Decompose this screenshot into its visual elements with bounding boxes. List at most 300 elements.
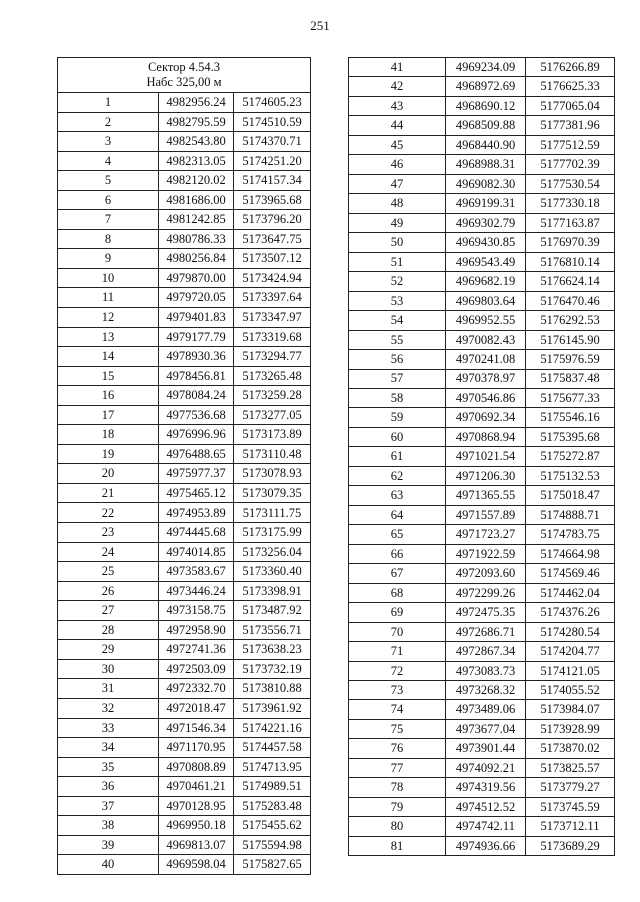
table-row: [349, 96, 615, 115]
table-row: [349, 486, 615, 505]
coordinate-y: 5173175.99: [234, 523, 311, 543]
table-row: [58, 640, 311, 660]
table-row: [349, 739, 615, 758]
table-row: [58, 308, 311, 328]
point-number: 76: [349, 739, 446, 758]
table-row: [349, 466, 615, 485]
table-row: [349, 291, 615, 310]
point-number: 77: [349, 758, 446, 777]
coordinate-x: 4969598.04: [159, 855, 234, 875]
coordinate-x: 4971922.59: [446, 544, 526, 563]
coordinate-x: 4969234.09: [446, 58, 526, 77]
point-number: 41: [349, 58, 446, 77]
point-number: 7: [58, 210, 159, 230]
coordinate-x: 4973083.73: [446, 661, 526, 680]
coordinate-y: 5175594.98: [234, 835, 311, 855]
coordinate-x: 4969682.19: [446, 272, 526, 291]
table-row: [58, 796, 311, 816]
table-row: [58, 268, 311, 288]
table-row: [349, 350, 615, 369]
coordinate-y: 5174569.46: [526, 564, 615, 583]
point-number: 17: [58, 405, 159, 425]
coordinate-x: 4972332.70: [159, 679, 234, 699]
coordinate-y: 5174370.71: [234, 132, 311, 152]
table-row: [349, 252, 615, 271]
coordinate-y: 5175272.87: [526, 447, 615, 466]
table-row: [349, 135, 615, 154]
coordinate-x: 4969952.55: [446, 311, 526, 330]
coordinate-x: 4971546.34: [159, 718, 234, 738]
coordinate-y: 5173424.94: [234, 268, 311, 288]
coordinate-x: 4980786.33: [159, 229, 234, 249]
coordinate-x: 4973677.04: [446, 719, 526, 738]
table-row: [349, 544, 615, 563]
coordinate-x: 4977536.68: [159, 405, 234, 425]
coordinate-y: 5173277.05: [234, 405, 311, 425]
coordinate-x: 4971365.55: [446, 486, 526, 505]
coordinate-x: 4975977.37: [159, 464, 234, 484]
coordinate-x: 4971021.54: [446, 447, 526, 466]
table-row: [58, 601, 311, 621]
table-row: [349, 272, 615, 291]
coordinate-x: 4973446.24: [159, 581, 234, 601]
table-row: [349, 408, 615, 427]
table-row: [58, 757, 311, 777]
point-number: 26: [58, 581, 159, 601]
point-number: 66: [349, 544, 446, 563]
table-row: [58, 229, 311, 249]
table-row: [58, 523, 311, 543]
table-row: [349, 213, 615, 232]
coordinate-x: 4970241.08: [446, 350, 526, 369]
coordinate-y: 5173173.89: [234, 425, 311, 445]
point-number: 78: [349, 778, 446, 797]
coordinate-x: 4972093.60: [446, 564, 526, 583]
point-number: 2: [58, 112, 159, 132]
table-row: [58, 581, 311, 601]
point-number: 61: [349, 447, 446, 466]
sector-header: [58, 58, 311, 93]
point-number: 9: [58, 249, 159, 269]
coordinate-y: 5174783.75: [526, 525, 615, 544]
coordinate-x: 4975465.12: [159, 483, 234, 503]
coordinate-x: 4981242.85: [159, 210, 234, 230]
coordinate-y: 5173360.40: [234, 562, 311, 582]
coordinate-x: 4974512.52: [446, 797, 526, 816]
coordinate-x: 4969813.07: [159, 835, 234, 855]
table-row: [349, 661, 615, 680]
table-row: [58, 327, 311, 347]
coordinate-y: 5176470.46: [526, 291, 615, 310]
coordinate-x: 4972018.47: [159, 698, 234, 718]
coordinate-x: 4976996.96: [159, 425, 234, 445]
point-number: 74: [349, 700, 446, 719]
table-row: [58, 855, 311, 875]
table-row: [58, 464, 311, 484]
point-number: 18: [58, 425, 159, 445]
coordinate-x: 4972867.34: [446, 642, 526, 661]
table-row: [58, 679, 311, 699]
coordinate-x: 4979177.79: [159, 327, 234, 347]
coordinate-x: 4982795.59: [159, 112, 234, 132]
point-number: 75: [349, 719, 446, 738]
coordinate-y: 5174204.77: [526, 642, 615, 661]
table-row: [349, 116, 615, 135]
coordinate-x: 4979401.83: [159, 308, 234, 328]
coordinate-x: 4978456.81: [159, 366, 234, 386]
coordinate-y: 5177065.04: [526, 96, 615, 115]
coordinate-x: 4982120.02: [159, 171, 234, 191]
coordinate-x: 4973268.32: [446, 681, 526, 700]
table-row: [349, 700, 615, 719]
table-row: [349, 817, 615, 836]
coordinate-x: 4978084.24: [159, 386, 234, 406]
table-row: [349, 642, 615, 661]
point-number: 5: [58, 171, 159, 191]
coordinate-y: 5175827.65: [234, 855, 311, 875]
table-row: [349, 583, 615, 602]
point-number: 54: [349, 311, 446, 330]
table-row: [58, 503, 311, 523]
point-number: 6: [58, 190, 159, 210]
table-row: [349, 719, 615, 738]
coordinate-y: 5175018.47: [526, 486, 615, 505]
coordinate-y: 5174280.54: [526, 622, 615, 641]
point-number: 35: [58, 757, 159, 777]
point-number: 34: [58, 738, 159, 758]
table-row: [349, 233, 615, 252]
point-number: 59: [349, 408, 446, 427]
coordinate-y: 5173961.92: [234, 698, 311, 718]
point-number: 28: [58, 620, 159, 640]
point-number: 79: [349, 797, 446, 816]
table-row: [58, 93, 311, 113]
coordinate-y: 5177702.39: [526, 155, 615, 174]
coordinate-x: 4972475.35: [446, 603, 526, 622]
point-number: 30: [58, 659, 159, 679]
coordinate-x: 4973489.06: [446, 700, 526, 719]
coordinate-y: 5173810.88: [234, 679, 311, 699]
coordinate-y: 5176810.14: [526, 252, 615, 271]
table-row: [349, 330, 615, 349]
coordinate-y: 5174121.05: [526, 661, 615, 680]
coordinate-y: 5173347.97: [234, 308, 311, 328]
coordinate-y: 5175976.59: [526, 350, 615, 369]
coordinate-y: 5173487.92: [234, 601, 311, 621]
coordinate-x: 4968988.31: [446, 155, 526, 174]
coordinate-y: 5174510.59: [234, 112, 311, 132]
table-row: [58, 542, 311, 562]
point-number: 80: [349, 817, 446, 836]
table-row: [349, 388, 615, 407]
coordinate-x: 4970461.21: [159, 777, 234, 797]
point-number: 1: [58, 93, 159, 113]
point-number: 72: [349, 661, 446, 680]
coordinate-x: 4972503.09: [159, 659, 234, 679]
coordinate-y: 5174376.26: [526, 603, 615, 622]
coordinate-y: 5177330.18: [526, 194, 615, 213]
coordinate-x: 4969803.64: [446, 291, 526, 310]
coordinate-x: 4972686.71: [446, 622, 526, 641]
coordinate-x: 4982956.24: [159, 93, 234, 113]
coordinate-y: 5174664.98: [526, 544, 615, 563]
coordinate-x: 4976488.65: [159, 444, 234, 464]
coordinate-y: 5174221.16: [234, 718, 311, 738]
coordinate-x: 4969543.49: [446, 252, 526, 271]
point-number: 29: [58, 640, 159, 660]
point-number: 45: [349, 135, 446, 154]
table-row: [58, 190, 311, 210]
point-number: 62: [349, 466, 446, 485]
coordinate-y: 5177530.54: [526, 174, 615, 193]
coordinate-y: 5175546.16: [526, 408, 615, 427]
point-number: 71: [349, 642, 446, 661]
coordinate-x: 4970808.89: [159, 757, 234, 777]
coordinate-y: 5174157.34: [234, 171, 311, 191]
table-row: [58, 835, 311, 855]
point-number: 20: [58, 464, 159, 484]
coordinate-y: 5173265.48: [234, 366, 311, 386]
coordinate-x: 4968509.88: [446, 116, 526, 135]
point-number: 44: [349, 116, 446, 135]
point-number: 60: [349, 427, 446, 446]
coordinate-x: 4974742.11: [446, 817, 526, 836]
coordinate-x: 4974953.89: [159, 503, 234, 523]
table-row: [349, 758, 615, 777]
point-number: 69: [349, 603, 446, 622]
coordinate-x: 4974319.56: [446, 778, 526, 797]
point-number: 38: [58, 816, 159, 836]
coordinate-y: 5174251.20: [234, 151, 311, 171]
point-number: 14: [58, 347, 159, 367]
coordinate-y: 5173507.12: [234, 249, 311, 269]
coordinate-y: 5173294.77: [234, 347, 311, 367]
table-row: [349, 564, 615, 583]
coordinate-y: 5173259.28: [234, 386, 311, 406]
coordinate-y: 5174989.51: [234, 777, 311, 797]
coordinate-y: 5174462.04: [526, 583, 615, 602]
coordinate-x: 4973158.75: [159, 601, 234, 621]
point-number: 64: [349, 505, 446, 524]
point-number: 16: [58, 386, 159, 406]
coordinate-y: 5173111.75: [234, 503, 311, 523]
coordinate-x: 4968972.69: [446, 77, 526, 96]
coordinate-y: 5173638.23: [234, 640, 311, 660]
coordinate-x: 4982313.05: [159, 151, 234, 171]
point-number: 25: [58, 562, 159, 582]
table-row: [58, 366, 311, 386]
point-number: 11: [58, 288, 159, 308]
coordinate-x: 4972741.36: [159, 640, 234, 660]
coordinate-x: 4970546.86: [446, 388, 526, 407]
sector-header-row: [58, 58, 311, 93]
table-row: [349, 622, 615, 641]
table-row: [58, 132, 311, 152]
point-number: 55: [349, 330, 446, 349]
table-row: [349, 369, 615, 388]
table-row: [349, 155, 615, 174]
coordinates-table-left: [57, 57, 311, 875]
point-number: 40: [58, 855, 159, 875]
coordinate-y: 5175455.62: [234, 816, 311, 836]
coordinate-y: 5173078.93: [234, 464, 311, 484]
point-number: 22: [58, 503, 159, 523]
table-row: [58, 816, 311, 836]
coordinate-x: 4969302.79: [446, 213, 526, 232]
point-number: 10: [58, 268, 159, 288]
coordinate-y: 5176624.14: [526, 272, 615, 291]
point-number: 42: [349, 77, 446, 96]
table-row: [58, 718, 311, 738]
coordinate-x: 4970692.34: [446, 408, 526, 427]
point-number: 56: [349, 350, 446, 369]
coordinate-x: 4974014.85: [159, 542, 234, 562]
coordinate-x: 4968690.12: [446, 96, 526, 115]
point-number: 37: [58, 796, 159, 816]
table-row: [58, 777, 311, 797]
point-number: 53: [349, 291, 446, 310]
table-row: [58, 288, 311, 308]
table-row: [58, 386, 311, 406]
point-number: 27: [58, 601, 159, 621]
coordinate-y: 5173825.57: [526, 758, 615, 777]
coordinate-y: 5173984.07: [526, 700, 615, 719]
coordinate-y: 5176266.89: [526, 58, 615, 77]
table-row: [58, 171, 311, 191]
sector-elevation: Набс 325,00 м: [146, 75, 222, 89]
point-number: 8: [58, 229, 159, 249]
coordinate-x: 4969430.85: [446, 233, 526, 252]
table-row: [349, 778, 615, 797]
coordinate-y: 5173928.99: [526, 719, 615, 738]
coordinate-y: 5173556.71: [234, 620, 311, 640]
point-number: 50: [349, 233, 446, 252]
point-number: 23: [58, 523, 159, 543]
coordinate-x: 4970378.97: [446, 369, 526, 388]
coordinate-y: 5175677.33: [526, 388, 615, 407]
coordinate-y: 5173110.48: [234, 444, 311, 464]
coordinate-y: 5173398.91: [234, 581, 311, 601]
coordinate-x: 4969950.18: [159, 816, 234, 836]
sector-title: Сектор 4.54.3: [147, 60, 221, 74]
point-number: 67: [349, 564, 446, 583]
point-number: 13: [58, 327, 159, 347]
point-number: 4: [58, 151, 159, 171]
point-number: 68: [349, 583, 446, 602]
coordinate-y: 5173732.19: [234, 659, 311, 679]
coordinate-y: 5173647.75: [234, 229, 311, 249]
coordinate-y: 5177163.87: [526, 213, 615, 232]
point-number: 15: [58, 366, 159, 386]
coordinate-x: 4969082.30: [446, 174, 526, 193]
coordinate-y: 5175132.53: [526, 466, 615, 485]
coordinate-y: 5173319.68: [234, 327, 311, 347]
table-row: [349, 505, 615, 524]
table-row: [349, 603, 615, 622]
coordinate-y: 5173965.68: [234, 190, 311, 210]
point-number: 58: [349, 388, 446, 407]
page-number: 251: [310, 18, 330, 33]
coordinate-y: 5174888.71: [526, 505, 615, 524]
point-number: 63: [349, 486, 446, 505]
coordinate-y: 5173256.04: [234, 542, 311, 562]
point-number: 57: [349, 369, 446, 388]
coordinates-table-right: [348, 57, 615, 856]
table-row: [349, 525, 615, 544]
point-number: 47: [349, 174, 446, 193]
coordinate-x: 4970082.43: [446, 330, 526, 349]
coordinate-y: 5173397.64: [234, 288, 311, 308]
coordinate-x: 4970868.94: [446, 427, 526, 446]
coordinate-x: 4970128.95: [159, 796, 234, 816]
table-row: [58, 112, 311, 132]
coordinate-y: 5173079.35: [234, 483, 311, 503]
coordinate-y: 5174713.95: [234, 757, 311, 777]
table-row: [58, 444, 311, 464]
coordinate-x: 4978930.36: [159, 347, 234, 367]
point-number: 19: [58, 444, 159, 464]
point-number: 36: [58, 777, 159, 797]
coordinate-y: 5173745.59: [526, 797, 615, 816]
coordinate-y: 5177381.96: [526, 116, 615, 135]
table-row: [349, 77, 615, 96]
coordinate-x: 4973901.44: [446, 739, 526, 758]
coordinate-y: 5176625.33: [526, 77, 615, 96]
coordinate-x: 4980256.84: [159, 249, 234, 269]
coordinate-x: 4973583.67: [159, 562, 234, 582]
coordinate-y: 5173779.27: [526, 778, 615, 797]
coordinate-y: 5175283.48: [234, 796, 311, 816]
coordinate-x: 4968440.90: [446, 135, 526, 154]
coordinate-x: 4979720.05: [159, 288, 234, 308]
point-number: 24: [58, 542, 159, 562]
coordinate-x: 4969199.31: [446, 194, 526, 213]
table-row: [58, 210, 311, 230]
point-number: 21: [58, 483, 159, 503]
table-row: [349, 427, 615, 446]
table-row: [349, 447, 615, 466]
point-number: 48: [349, 194, 446, 213]
table-row: [349, 311, 615, 330]
table-row: [349, 681, 615, 700]
coordinate-y: 5173712.11: [526, 817, 615, 836]
coordinate-x: 4974092.21: [446, 758, 526, 777]
coordinate-x: 4971206.30: [446, 466, 526, 485]
coordinate-x: 4972958.90: [159, 620, 234, 640]
coordinate-x: 4974445.68: [159, 523, 234, 543]
coordinate-x: 4979870.00: [159, 268, 234, 288]
point-number: 3: [58, 132, 159, 152]
table-row: [58, 620, 311, 640]
coordinate-x: 4971557.89: [446, 505, 526, 524]
coordinate-y: 5175395.68: [526, 427, 615, 446]
coordinate-x: 4981686.00: [159, 190, 234, 210]
point-number: 39: [58, 835, 159, 855]
table-row: [58, 698, 311, 718]
coordinate-x: 4972299.26: [446, 583, 526, 602]
coordinate-y: 5176145.90: [526, 330, 615, 349]
point-number: 33: [58, 718, 159, 738]
point-number: 52: [349, 272, 446, 291]
coordinate-y: 5173870.02: [526, 739, 615, 758]
point-number: 70: [349, 622, 446, 641]
coordinate-y: 5174457.58: [234, 738, 311, 758]
coordinate-y: 5175837.48: [526, 369, 615, 388]
point-number: 32: [58, 698, 159, 718]
coordinate-y: 5177512.59: [526, 135, 615, 154]
point-number: 65: [349, 525, 446, 544]
table-row: [58, 659, 311, 679]
